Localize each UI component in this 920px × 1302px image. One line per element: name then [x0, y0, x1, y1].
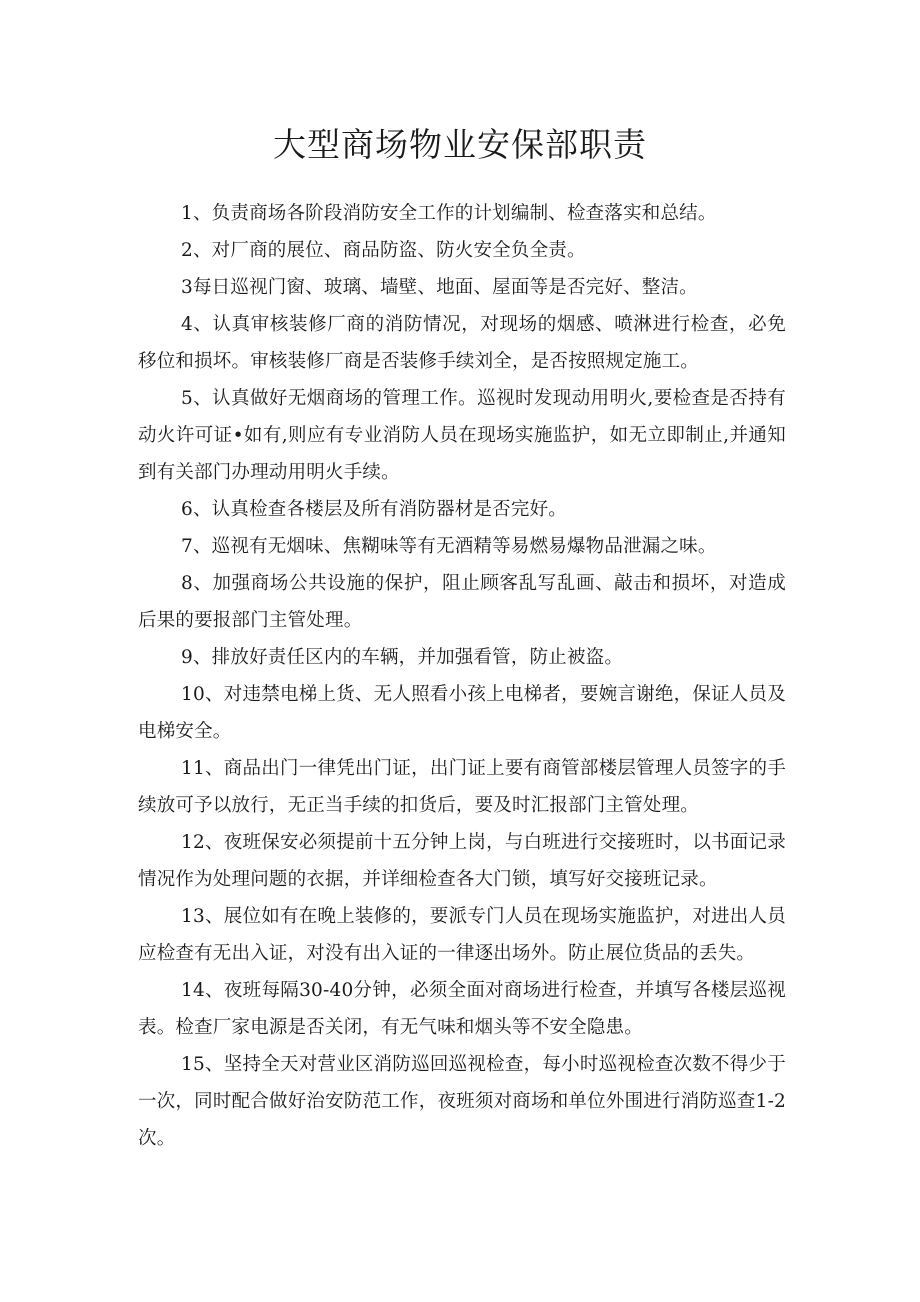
paragraph-13: 13、展位如有在晚上装修的，要派专门人员在现场实施监护，对进出人员应检查有无出入证，对没有出入证的一律逐出场外。防止展位货品的丢失。: [138, 906, 786, 964]
paragraph-4: 4、认真审核装修厂商的消防情况，对现场的烟感、喷淋进行检查，必免移位和损坏。审核装修厂商是否装修手续刘全，是否按照规定施工。: [138, 314, 786, 372]
document-body: [138, 195, 786, 1157]
paragraph-8: 8、加强商场公共设施的保护，阻止顾客乱写乱画、敲击和损坏，对造成后果的要报部门主管处理。: [138, 573, 786, 631]
paragraph-7: 7、巡视有无烟味、焦糊味等有无酒精等易燃易爆物品泄漏之味。: [181, 536, 717, 557]
paragraph-10: 10、对违禁电梯上货、无人照看小孩上电梯者，要婉言谢绝，保证人员及电梯安全。: [138, 684, 786, 742]
paragraph-15: 15、坚持全天对营业区消防巡回巡视检查，每小时巡视检查次数不得少于一次，同时配合做好治安防范工作，夜班须对商场和单位外围进行消防巡查1-2次。: [138, 1054, 786, 1149]
paragraph-6: 6、认真检查各楼层及所有消防器材是否完好。: [181, 499, 567, 520]
paragraph-5: 5、认真做好无烟商场的管理工作。巡视时发现动用明火,要检查是否持有动火许可证•如有,则应有专业消防人员在现场实施监护，如无立即制止,并通知到有关部门办理动用明火手续。: [138, 388, 786, 483]
document-title: 大型商场物业安保部职责: [273, 125, 647, 164]
paragraph-12: 12、夜班保安必须提前十五分钟上岗，与白班进行交接班时，以书面记录情况作为处理问题的衣据，并详细检查各大门锁，填写好交接班记录。: [138, 832, 786, 890]
paragraph-11: 11、商品出门一律凭出门证，出门证上要有商管部楼层管理人员签字的手续放可予以放行，无正当手续的扣货后，要及时汇报部门主管处理。: [138, 758, 786, 816]
paragraph-1: 1、负责商场各阶段消防安全工作的计划编制、检查落实和总结。: [181, 203, 717, 224]
paragraph-3: 3每日巡视门窗、玻璃、墙壁、地面、屋面等是否完好、整洁。: [181, 277, 698, 298]
paragraph-9: 9、排放好责任区内的车辆，并加强看管，防止被盗。: [181, 647, 624, 668]
paragraph-2: 2、对厂商的展位、商品防盗、防火安全负全责。: [181, 240, 586, 261]
paragraph-14: 14、夜班每隔30-40分钟，必须全面对商场进行检查，并填写各楼层巡视表。检查厂家电源是否关闭，有无气味和烟头等不安全隐患。: [138, 980, 786, 1038]
